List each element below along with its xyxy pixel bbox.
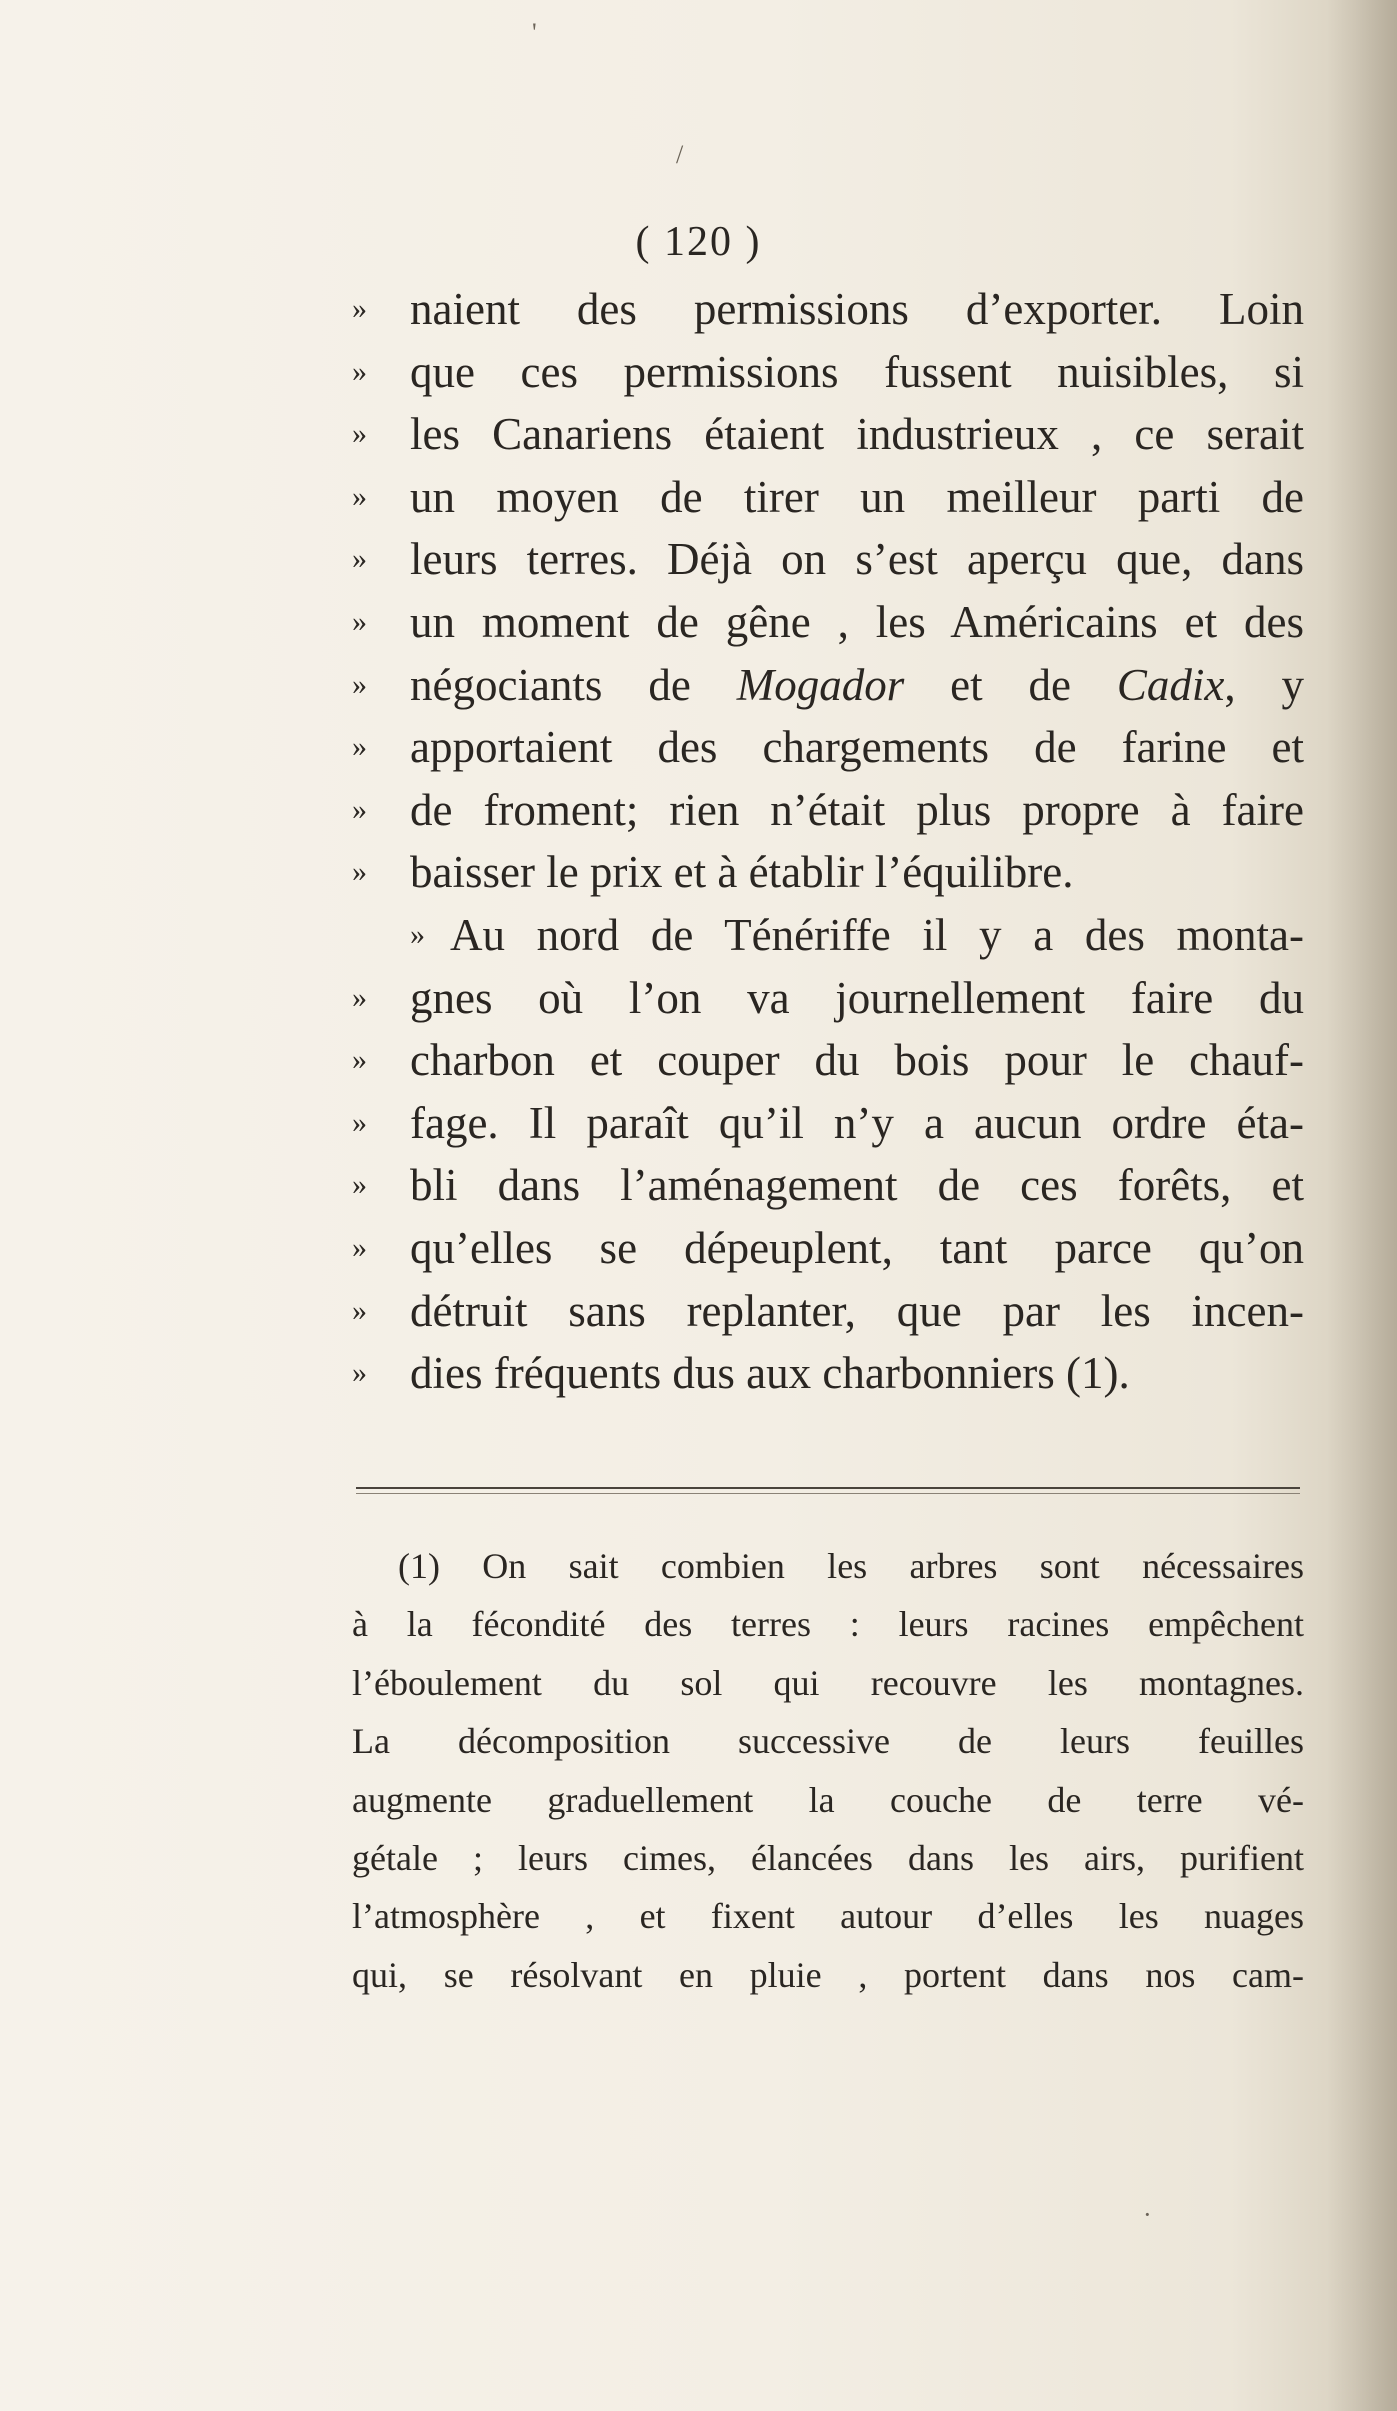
place-name: Mogador — [736, 659, 905, 710]
quote-marker: » — [352, 792, 367, 826]
text-line: » leurs terres. Déjà on s’est aperçu que, dans — [352, 528, 1304, 591]
text-line: » baisser le prix et à établir l’équilibre. — [352, 841, 1304, 904]
quote-marker: » — [352, 1168, 367, 1202]
quote-marker: » — [352, 1043, 367, 1077]
text-line: » que ces permissions fussent nuisibles, si — [352, 341, 1304, 404]
text-line: » de froment; rien n’était plus propre à faire — [352, 779, 1304, 842]
quote-marker: » — [352, 1293, 367, 1327]
text-line: » négociants de Mogador et de Cadix, y — [352, 654, 1304, 717]
footnote-line: à la fécondité des terres : leurs racines empêchent — [352, 1604, 1304, 1645]
quote-marker: » — [410, 917, 425, 951]
text-line: » qu’elles se dépeuplent, tant parce qu’on — [352, 1217, 1304, 1280]
footnote-divider — [356, 1487, 1300, 1489]
quote-marker: » — [352, 855, 367, 889]
footnote-line: augmente graduellement la couche de terre vé- — [352, 1779, 1304, 1820]
quote-marker: » — [352, 1105, 367, 1139]
footnote — [352, 1537, 1304, 2004]
quote-marker: » — [352, 354, 367, 388]
text-line: » charbon et couper du bois pour le chauf- — [352, 1029, 1304, 1092]
quote-marker: » — [352, 292, 367, 325]
quote-marker: » — [352, 667, 367, 701]
footnote-line: gétale ; leurs cimes, élancées dans les airs, purifient — [352, 1837, 1304, 1878]
quote-marker: » — [352, 417, 367, 451]
footnote-line: l’éboulement du sol qui recouvre les montagnes. — [352, 1662, 1304, 1703]
paper-speck: / — [676, 140, 684, 169]
paragraph-start-line: » Au nord de Ténériffe il y a des monta- — [352, 904, 1304, 967]
text-line: » gnes où l’on va journellement faire du — [352, 967, 1304, 1030]
text-line: » bli dans l’aménagement de ces forêts, et — [352, 1154, 1304, 1217]
quote-marker: » — [352, 1356, 367, 1390]
quote-marker: » — [352, 542, 367, 576]
paper-speck: · — [1143, 2200, 1152, 2229]
place-name: Cadix — [1116, 659, 1225, 710]
quote-marker: » — [352, 1230, 367, 1264]
text-line: » un moment de gêne , les Américains et des — [352, 591, 1304, 654]
paper-speck: ' — [532, 18, 537, 47]
text-line: » un moyen de tirer un meilleur parti de — [352, 466, 1304, 529]
text-line: » apportaient des chargements de farine et — [352, 716, 1304, 779]
text-line: » détruit sans replanter, que par les incen- — [352, 1280, 1304, 1343]
footnote-line: qui, se résolvant en pluie , portent dans nos cam- — [352, 1954, 1304, 1995]
text-line: » naient des permissions d’exporter. Loin — [352, 278, 1304, 341]
page-number: ( 120 ) — [635, 219, 762, 265]
footnote-line: l’atmosphère , et fixent autour d’elles les nuages — [352, 1896, 1304, 1937]
quote-marker: » — [352, 730, 367, 764]
footnote-line: La décomposition successive de leurs feuilles — [352, 1721, 1304, 1762]
text-line: » dies fréquents dus aux charbonniers (1). — [352, 1342, 1304, 1405]
text-line: » fage. Il paraît qu’il n’y a aucun ordre éta- — [352, 1092, 1304, 1155]
gutter-shadow — [1327, 0, 1397, 2411]
footnote-line: (1) On sait combien les arbres sont nécessaires — [398, 1546, 1304, 1586]
text-line: » les Canariens étaient industrieux , ce serait — [352, 403, 1304, 466]
body-text — [352, 278, 1304, 1405]
footnote-divider — [356, 1493, 1300, 1494]
quote-marker: » — [352, 604, 367, 638]
quote-marker: » — [352, 479, 367, 513]
quote-marker: » — [352, 980, 367, 1014]
